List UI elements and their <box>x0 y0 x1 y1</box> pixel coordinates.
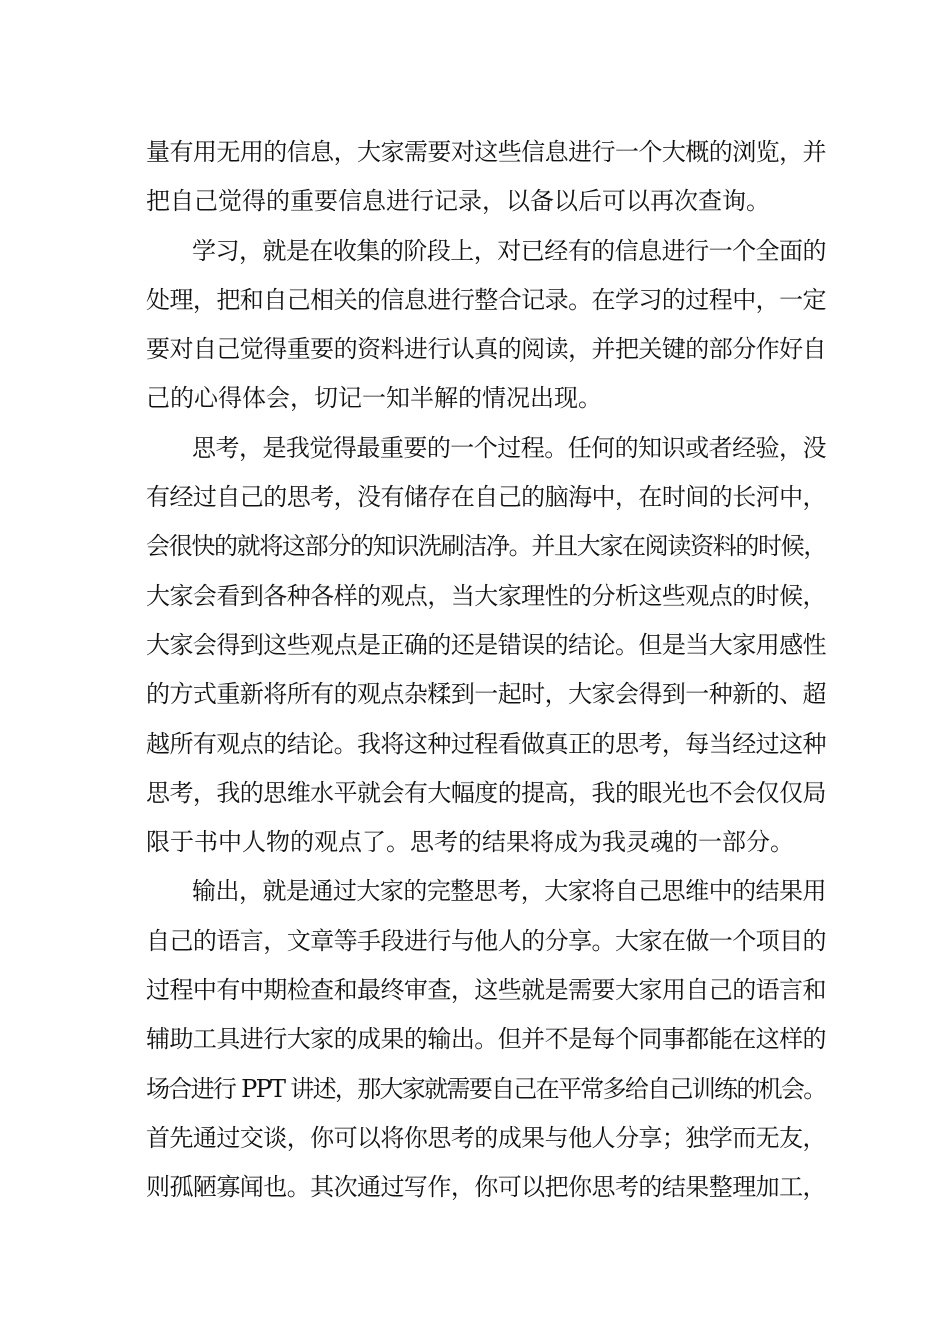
text-line: 限于书中人物的观点了。思考的结果将成为我灵魂的一部分。 <box>146 828 794 857</box>
text-line: 己的心得体会，切记一知半解的情况出现。 <box>146 384 602 413</box>
text-line: 则孤陋寡闻也。其次通过写作，你可以把你思考的结果整理加工， <box>146 1173 826 1202</box>
text-line: 大家会看到各种各样的观点，当大家理性的分析这些观点的时候， <box>146 581 826 610</box>
text-line: 把自己觉得的重要信息进行记录，以备以后可以再次查询。 <box>146 187 770 216</box>
text-line: 越所有观点的结论。我将这种过程看做真正的思考，每当经过这种 <box>146 729 826 758</box>
text-line: 首先通过交谈，你可以将你思考的成果与他人分享；独学而无友， <box>146 1123 826 1152</box>
text-line: 过程中有中期检查和最终审查，这些就是需要大家用自己的语言和 <box>146 976 826 1005</box>
text-line: 的方式重新将所有的观点杂糅到一起时，大家会得到一种新的、超 <box>146 680 826 709</box>
text-line: 量有用无用的信息，大家需要对这些信息进行一个大概的浏览，并 <box>146 138 826 166</box>
text-line: 思考，我的思维水平就会有大幅度的提高，我的眼光也不会仅仅局 <box>146 778 826 807</box>
text-line: 会很快的就将这部分的知识洗刷洁净。并且大家在阅读资料的时候， <box>146 532 826 561</box>
text-line: 有经过自己的思考，没有储存在自己的脑海中，在时间的长河中， <box>146 483 826 512</box>
text-line: 要对自己觉得重要的资料进行认真的阅读，并把关键的部分作好自 <box>146 335 826 364</box>
text-line: 学习，就是在收集的阶段上，对已经有的信息进行一个全面的 <box>192 236 826 265</box>
text-line: 输出，就是通过大家的完整思考，大家将自己思维中的结果用 <box>192 877 826 906</box>
text-line: 场合进行 PPT 讲述，那大家就需要自己在平常多给自己训练的机会。 <box>146 1074 826 1103</box>
body-text <box>146 128 826 1213</box>
text-line: 处理，把和自己相关的信息进行整合记录。在学习的过程中，一定 <box>146 285 826 314</box>
text-line: 大家会得到这些观点是正确的还是错误的结论。但是当大家用感性 <box>146 630 826 659</box>
text-line: 自己的语言，文章等手段进行与他人的分享。大家在做一个项目的 <box>146 926 826 955</box>
text-line: 思考，是我觉得最重要的一个过程。任何的知识或者经验，没 <box>192 433 826 462</box>
text-line: 辅助工具进行大家的成果的输出。但并不是每个同事都能在这样的 <box>146 1025 826 1054</box>
